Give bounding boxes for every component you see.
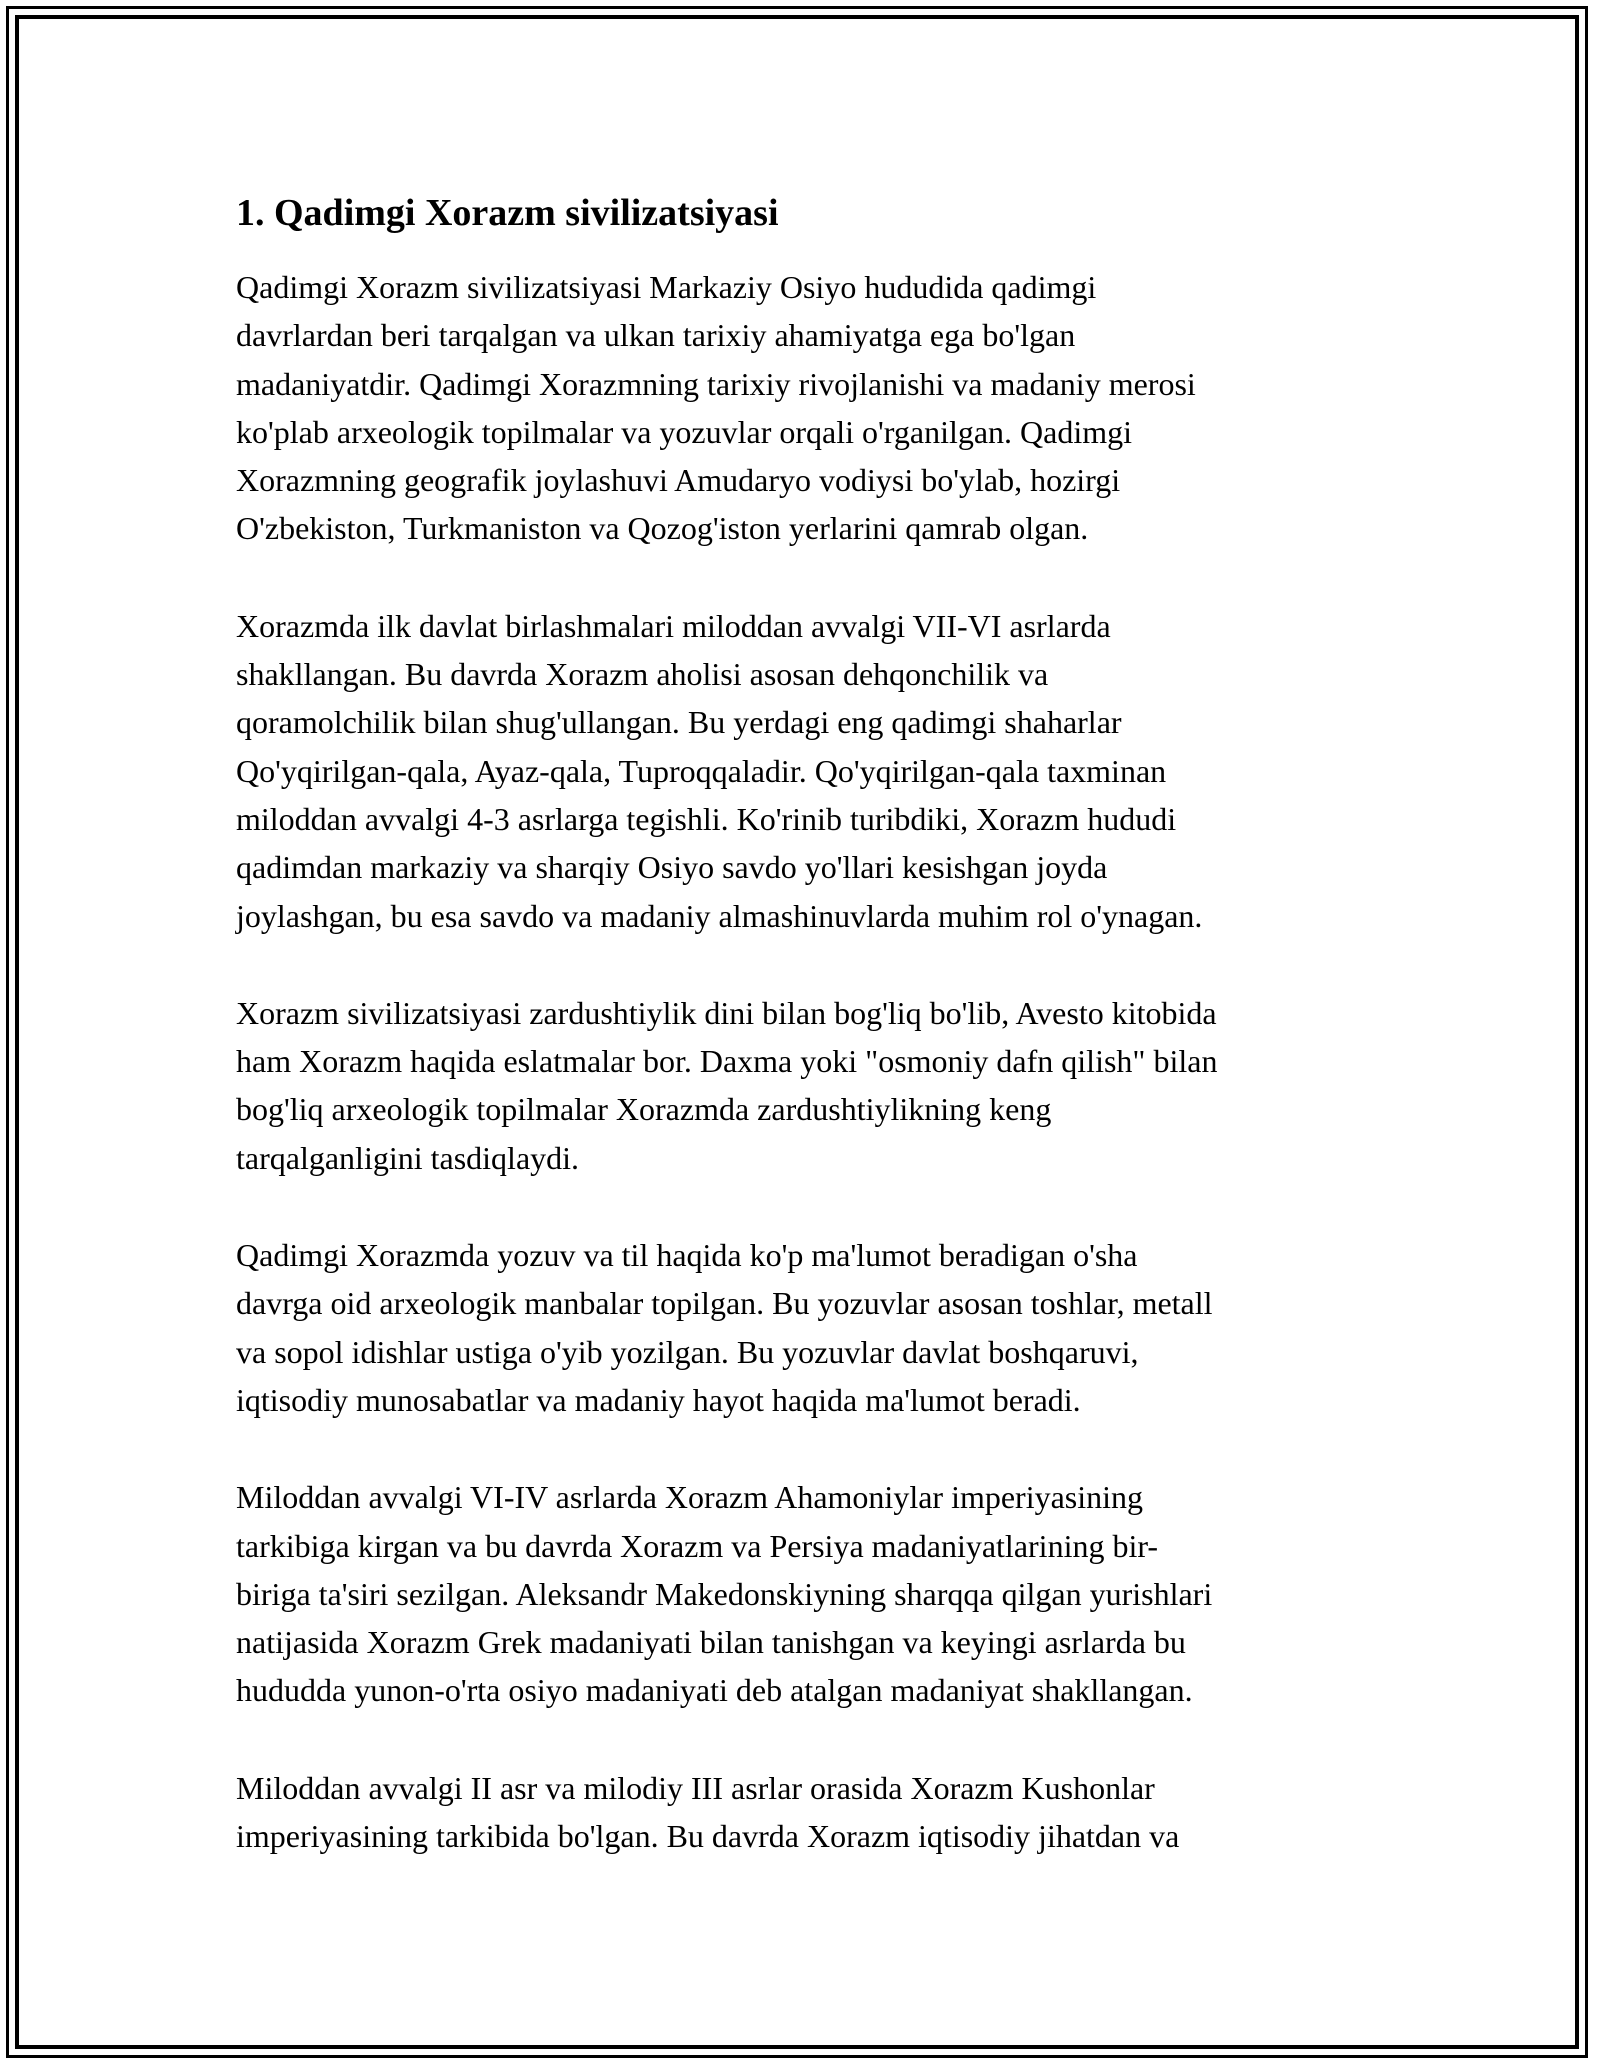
paragraph-4: Qadimgi Xorazmda yozuv va til haqida ko'p ma'lumot beradigan o'sha davrga oid arxeologik manbalar topilgan. Bu yozuvlar asosan toshlar, metall va sopol idishlar ustiga o'yib yozilgan. Bu yozuvlar davlat boshqaruvi, iqtisodiy munosabatlar va madaniy hayot haqida ma'lumot beradi. [236, 1237, 1213, 1418]
section-heading: 1. Qadimgi Xorazm sivilizatsiyasi [236, 192, 779, 234]
paragraph-6: Miloddan avvalgi II asr va milodiy III asrlar orasida Xorazm Kushonlar imperiyasining tarkibida bo'lgan. Bu davrda Xorazm iqtisodiy jihatdan va [236, 1769, 1180, 1855]
paragraph-3: Xorazm sivilizatsiyasi zardushtiylik dini bilan bog'liq bo'lib, Avesto kitobida ham Xorazm haqida eslatmalar bor. Daxma yoki "osmoniy dafn qilish" bilan bog'liq arxeologik topilmalar Xorazmda zardushtiylikning keng tarqalganligini tasdiqlaydi. [236, 994, 1218, 1176]
paragraph-1: Qadimgi Xorazm sivilizatsiyasi Markaziy Osiyo hududida qadimgi davrlardan beri tarqalgan va ulkan tarixiy ahamiyatga ega bo'lgan madaniyatdir. Qadimgi Xorazmning tarixiy rivojlanishi va madaniy merosi ko'plab arxeologik topilmalar va yozuvlar orqali o'rganilgan. Qadimgi Xorazmning geografik joylashuvi Amudaryo vodiysi bo'ylab, hozirgi O'zbekiston, Turkmaniston va Qozog'iston yerlarini qamrab olgan. [236, 269, 1196, 547]
paragraph-2: Xorazmda ilk davlat birlashmalari miloddan avvalgi VII-VI asrlarda shakllangan. Bu davrda Xorazm aholisi asosan dehqonchilik va qoramolchilik bilan shug'ullangan. Bu yerdagi eng qadimgi shaharlar Qo'yqirilgan-qala, Ayaz-qala, Tuproqqaladir. Qo'yqirilgan-qala taxminan miloddan avvalgi 4-3 asrlarga tegishli. Ko'rinib turibdiki, Xorazm hududi qadimdan markaziy va sharqiy Osiyo savdo yo'llari kesishgan joyda joylashgan, bu esa savdo va madaniy almashinuvlarda muhim rol o'ynagan. [236, 607, 1203, 934]
paragraph-5: Miloddan avvalgi VI-IV asrlarda Xorazm Ahamoniylar imperiyasining tarkibiga kirgan va bu davrda Xorazm va Persiya madaniyatlarining bir- biriga ta'siri sezilgan. Aleksandr Makedonskiyning sharqqa qilgan yurishlari natijasida Xorazm Grek madaniyati bilan tanishgan va keyingi asrlarda bu hududda yunon-o'rta osiyo madaniyati deb atalgan madaniyat shakllangan. [236, 1479, 1213, 1709]
document-body [236, 183, 1372, 1909]
